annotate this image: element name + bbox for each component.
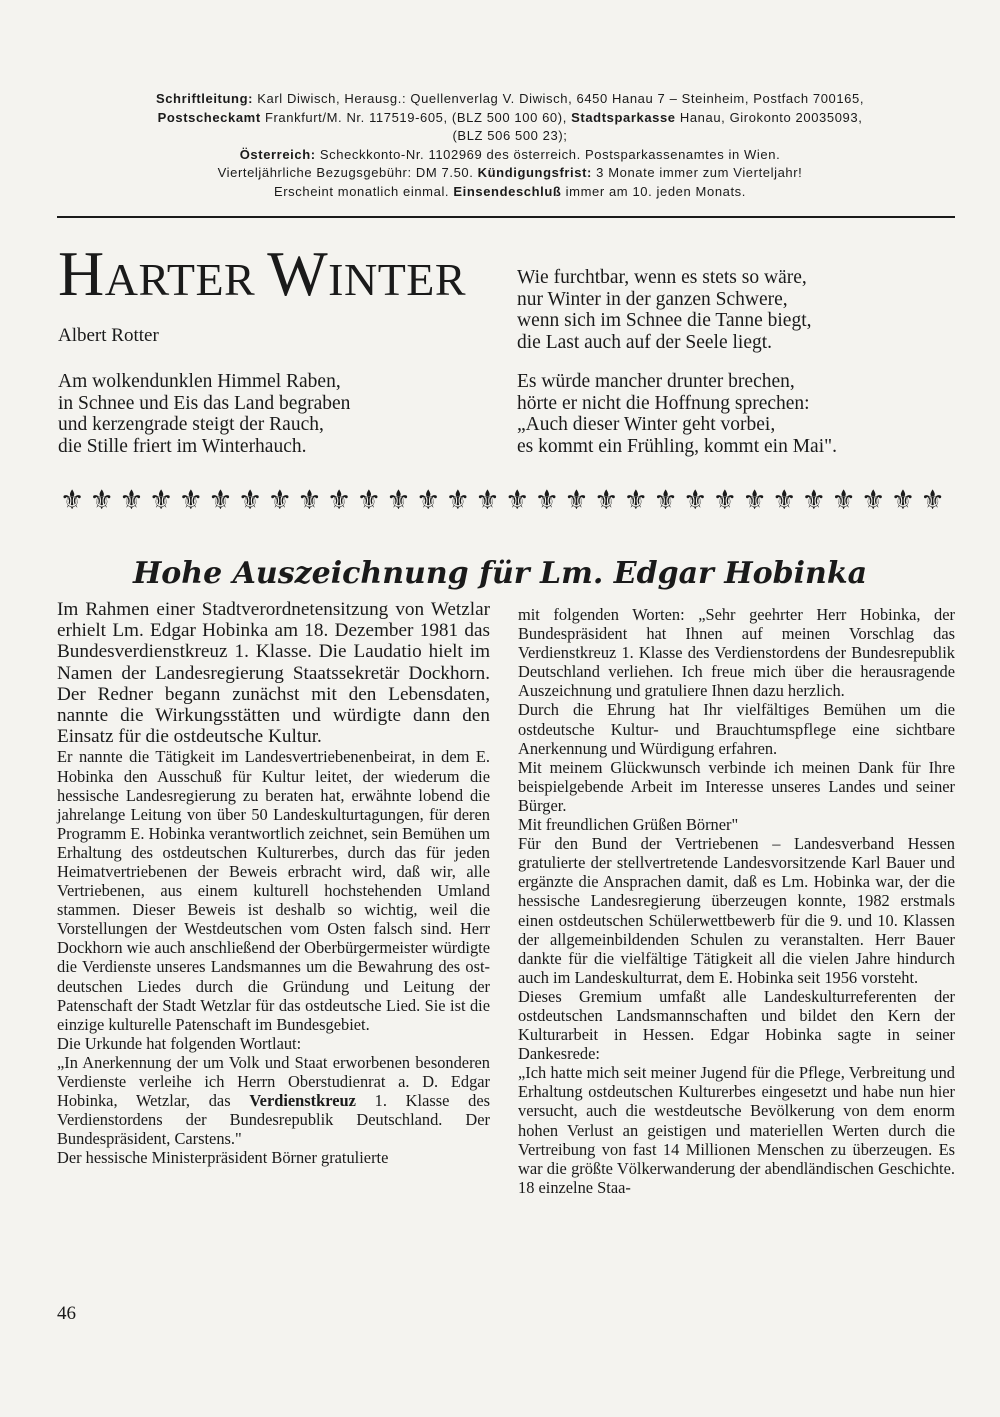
masthead-label: Postscheckamt <box>157 109 261 125</box>
fleur-de-lis-icon: ⚜ <box>297 485 322 516</box>
poem-title-text: INTER <box>328 254 467 305</box>
article-bold-text: Verdienstkreuz <box>249 1091 356 1111</box>
fleur-de-lis-icon: ⚜ <box>386 485 411 516</box>
poem-line: „Auch dieser Winter geht vorbei, <box>517 414 776 435</box>
masthead-text: Erscheint monatlich einmal. <box>273 183 454 199</box>
masthead-label: Kündigungsfrist: <box>477 165 592 180</box>
fleur-de-lis-icon: ⚜ <box>683 485 708 516</box>
fleur-de-lis-icon: ⚜ <box>445 485 470 516</box>
fleur-de-lis-icon: ⚜ <box>742 485 767 516</box>
fleur-de-lis-icon: ⚜ <box>327 485 352 516</box>
masthead <box>60 90 960 201</box>
poem-line: Wie furchtbar, wenn es stets so wäre, <box>517 267 807 288</box>
fleur-de-lis-icon: ⚜ <box>60 485 85 516</box>
masthead-line <box>60 109 960 128</box>
ornament-border <box>60 486 945 516</box>
masthead-text: (BLZ 506 500 23); <box>452 128 568 143</box>
fleur-de-lis-icon: ⚜ <box>831 485 856 516</box>
fleur-de-lis-icon: ⚜ <box>356 485 381 516</box>
article-text: „In Anerkennung der um Volk und Staat erworbenen besonderen Verdienste verleihe ich Herrn Oberstudienrat a. D. Edgar Hobinka, Wetzlar, das <box>57 1052 490 1111</box>
fleur-de-lis-icon: ⚜ <box>653 485 678 516</box>
article-paragraph: „Ich hatte mich seit meiner Jugend für die Pflege, Verbreitung und Erhaltung ostdeutschen Kulturerbes eingesetzt und habe nun hier versucht, auch die westdeutsche Bevölkerung von dem enorm hohen Verlust an geistigen und materiellen Werten durch die Vertreibung von fast 14 Millionen Menschen zu überzeugen. Es war die größte Völkerwanderung der abendländischen Geschichte. 18 einzelne Staa- <box>518 1063 955 1197</box>
poem-line: in Schnee und Eis das Land begraben <box>58 392 351 414</box>
fleur-de-lis-icon: ⚜ <box>416 485 441 516</box>
fleur-de-lis-icon: ⚜ <box>772 485 797 516</box>
fleur-de-lis-icon: ⚜ <box>89 485 114 516</box>
article-paragraph: mit folgenden Worten: „Sehr geehrter Herr Hobinka, der Bundespräsident hat Ihnen auf meinen Vorschlag das Verdienstkreuz 1. Klasse des Verdienstordens der Bundesrepublik Deutschland verliehen. Ich freue mich über die herausragende Auszeichnung und gratuliere Ihnen dazu herzlich. <box>518 605 955 701</box>
masthead-label: Einsendeschluß <box>453 183 562 199</box>
poem-title-text: ARTER <box>104 254 268 305</box>
poem-line: und kerzengrade steigt der Rauch, <box>58 414 324 435</box>
poem-line: wenn sich im Schnee die Tanne biegt, <box>517 310 812 331</box>
fleur-de-lis-icon: ⚜ <box>712 485 737 516</box>
fleur-de-lis-icon: ⚜ <box>623 485 648 516</box>
poem-line: die Stille friert im Winterhauch. <box>58 435 307 457</box>
fleur-de-lis-icon: ⚜ <box>801 485 827 516</box>
fleur-de-lis-icon: ⚜ <box>890 485 916 516</box>
masthead-label: Schriftleitung: <box>155 91 254 106</box>
fleur-de-lis-icon: ⚜ <box>238 485 263 516</box>
masthead-label: Österreich: <box>239 146 316 162</box>
masthead-text: Karl Diwisch, Herausg.: Quellenverlag V. Diwisch, 6450 Hanau 7 – Steinheim, Postfach 700165, <box>253 91 865 106</box>
masthead-line <box>60 146 960 165</box>
masthead-line <box>60 127 960 146</box>
masthead-text: 3 Monate immer zum Vierteljahr! <box>591 165 803 180</box>
poem-line: Es würde mancher drunter brechen, <box>517 371 795 392</box>
article-paragraph: Dieses Gremium umfaßt alle Landeskulturreferenten der ostdeutschen Landsmannschaften und bildet den Kern der Kulturarbeit in Hessen. Edgar Hobinka sagte in seiner Dankesrede: <box>518 986 955 1064</box>
masthead-line <box>60 183 960 202</box>
masthead-text: Vierteljährliche Bezugsgebühr: DM 7.50. <box>217 165 478 180</box>
masthead-text: Hanau, Girokonto 20035093, <box>675 109 863 125</box>
poem-line: nur Winter in der ganzen Schwere, <box>517 288 788 310</box>
article-paragraph: Er nannte die Tätigkeit im Landesvertriebenenbeirat, in dem E. Hobinka den Ausschuß für Kultur leitet, der wiederum die hessische Landesregierung zu beraten hat, erwähnte lobend die jahrelange Leitung von über 50 Landeskulturtagungen, für deren Programm E. Hobinka verantwortlich zeichnet, sein Bemühen um Erhaltung des ostdeutschen Kulturerbes, durch das für jeden Heimatvertriebenen der Beweis erbracht wird, daß wir, alle Vertriebenen, aus einem kulturell hochstehenden Umland stammen. Dieser Beweis ist deshalb so wichtig, weil die Vorstellungen der Westdeutschen vom Osten falsch sind. Herr Dockhorn wie auch anschließend der Oberbürgermeister würdigte die Verdienste unseres Landsmannes um die Bewahrung des ostdeutschen Liedes durch die Gründung und Leitung der Patenschaft der Stadt Wetzlar für das ostdeutsche Lied. Sie ist die einzige kulturelle Patenschaft im Bundesgebiet. <box>57 747 490 1034</box>
article-column-left <box>57 599 490 1167</box>
masthead-text: Scheckkonto-Nr. 1102969 des österreich. Postsparkassenamtes in Wien. <box>315 146 781 162</box>
article-paragraph: Durch die Ehrung hat Ihr vielfältiges Bemühen um die ostdeutsche Kultur- und Brauchtumspflege eine sichtbare Anerkennung und Würdigung erfahren. <box>518 700 955 758</box>
fleur-de-lis-icon: ⚜ <box>564 485 589 516</box>
masthead-line <box>60 90 960 109</box>
fleur-de-lis-icon: ⚜ <box>119 485 144 516</box>
poem-stanza-1 <box>58 371 350 457</box>
article-title: Hohe Auszeichnung für Lm. Edgar Hobinka <box>132 556 868 591</box>
article-paragraph: Mit freundlichen Grüßen Börner" <box>518 815 739 835</box>
fleur-de-lis-icon: ⚜ <box>534 485 559 516</box>
poem-stanza-3 <box>517 371 837 457</box>
fleur-de-lis-icon: ⚜ <box>208 485 233 516</box>
fleur-de-lis-icon: ⚜ <box>505 485 530 516</box>
poem-line: es kommt ein Frühling, kommt ein Mai". <box>517 435 837 457</box>
fleur-de-lis-icon: ⚜ <box>267 485 292 516</box>
poem-line: die Last auch auf der Seele liegt. <box>517 331 773 353</box>
poem-title-initial: W <box>267 238 329 309</box>
masthead-text: immer am 10. jeden Monats. <box>561 183 746 199</box>
poem-author: Albert Rotter <box>58 325 159 346</box>
poem-line: hörte er nicht die Hoffnung sprechen: <box>517 392 810 414</box>
poem-title-initial: H <box>58 238 105 309</box>
article-column-right <box>518 605 955 1197</box>
article-paragraph: Mit meinem Glückwunsch verbinde ich meinen Dank für Ihre beispielgebende Arbeit im Interesse unseres Landes und seiner Bürger. <box>518 757 955 815</box>
fleur-de-lis-icon: ⚜ <box>149 485 174 516</box>
fleur-de-lis-icon: ⚜ <box>178 485 203 516</box>
fleur-de-lis-icon: ⚜ <box>920 485 945 516</box>
fleur-de-lis-icon: ⚜ <box>861 485 886 516</box>
article-text: 1. Klasse des Verdienstordens der Bundesrepublik Deutschland. Der Bundespräsident, Carstens." <box>57 1091 490 1149</box>
fleur-de-lis-icon: ⚜ <box>475 485 500 516</box>
article-paragraph: Die Urkunde hat folgenden Wortlaut: <box>57 1033 302 1053</box>
poem-line: Am wolkendunklen Himmel Raben, <box>58 371 341 392</box>
article-paragraph: Der hessische Ministerpräsident Börner gratulierte <box>57 1148 389 1168</box>
masthead-label: Stadtsparkasse <box>571 109 676 125</box>
poem-stanza-2 <box>517 267 812 353</box>
article-paragraph: Für den Bund der Vertriebenen – Landesverband Hessen gratulierte der stellvertretende Landesvorsitzende Karl Bauer und ergänzte die Ansprachen damit, daß es Lm. Hobinka war, der die hessische Landesregierung überzeugen konnte, 1982 erstmals einen ostdeutschen Schülerwettbewerb für die 9. und 10. Klassen der allgemeinbildenden Schulen zu veranstalten. Herr Bauer dankte für die vielfältige Tätigkeit all die vielen Jahre hindurch auch im Landeskulturrat, dem E. Hobinka seit 1956 vorsteht. <box>518 834 955 987</box>
page-number: 46 <box>57 1303 76 1324</box>
article-paragraph: Im Rahmen einer Stadtverordnetensitzung von Wetzlar erhielt Lm. Edgar Hobinka am 18. Dezember 1981 das Bundesverdienstkreuz 1. Klasse. Die Laudatio hielt im Namen der Landesregierung Staatssekretär Dockhorn. Der Redner begann zunächst mit den Lebensdaten, nannte die Wirkungsstätten und würdigte dann den Einsatz für die ostdeutsche Kultur. <box>57 599 490 748</box>
article-paragraph <box>57 1053 490 1148</box>
masthead-text: Frankfurt/M. Nr. 117519-605, (BLZ 500 100 60), <box>260 109 572 125</box>
divider-rule <box>57 216 955 218</box>
poem-title <box>58 238 466 316</box>
fleur-de-lis-icon: ⚜ <box>594 485 619 516</box>
masthead-line <box>60 164 960 183</box>
